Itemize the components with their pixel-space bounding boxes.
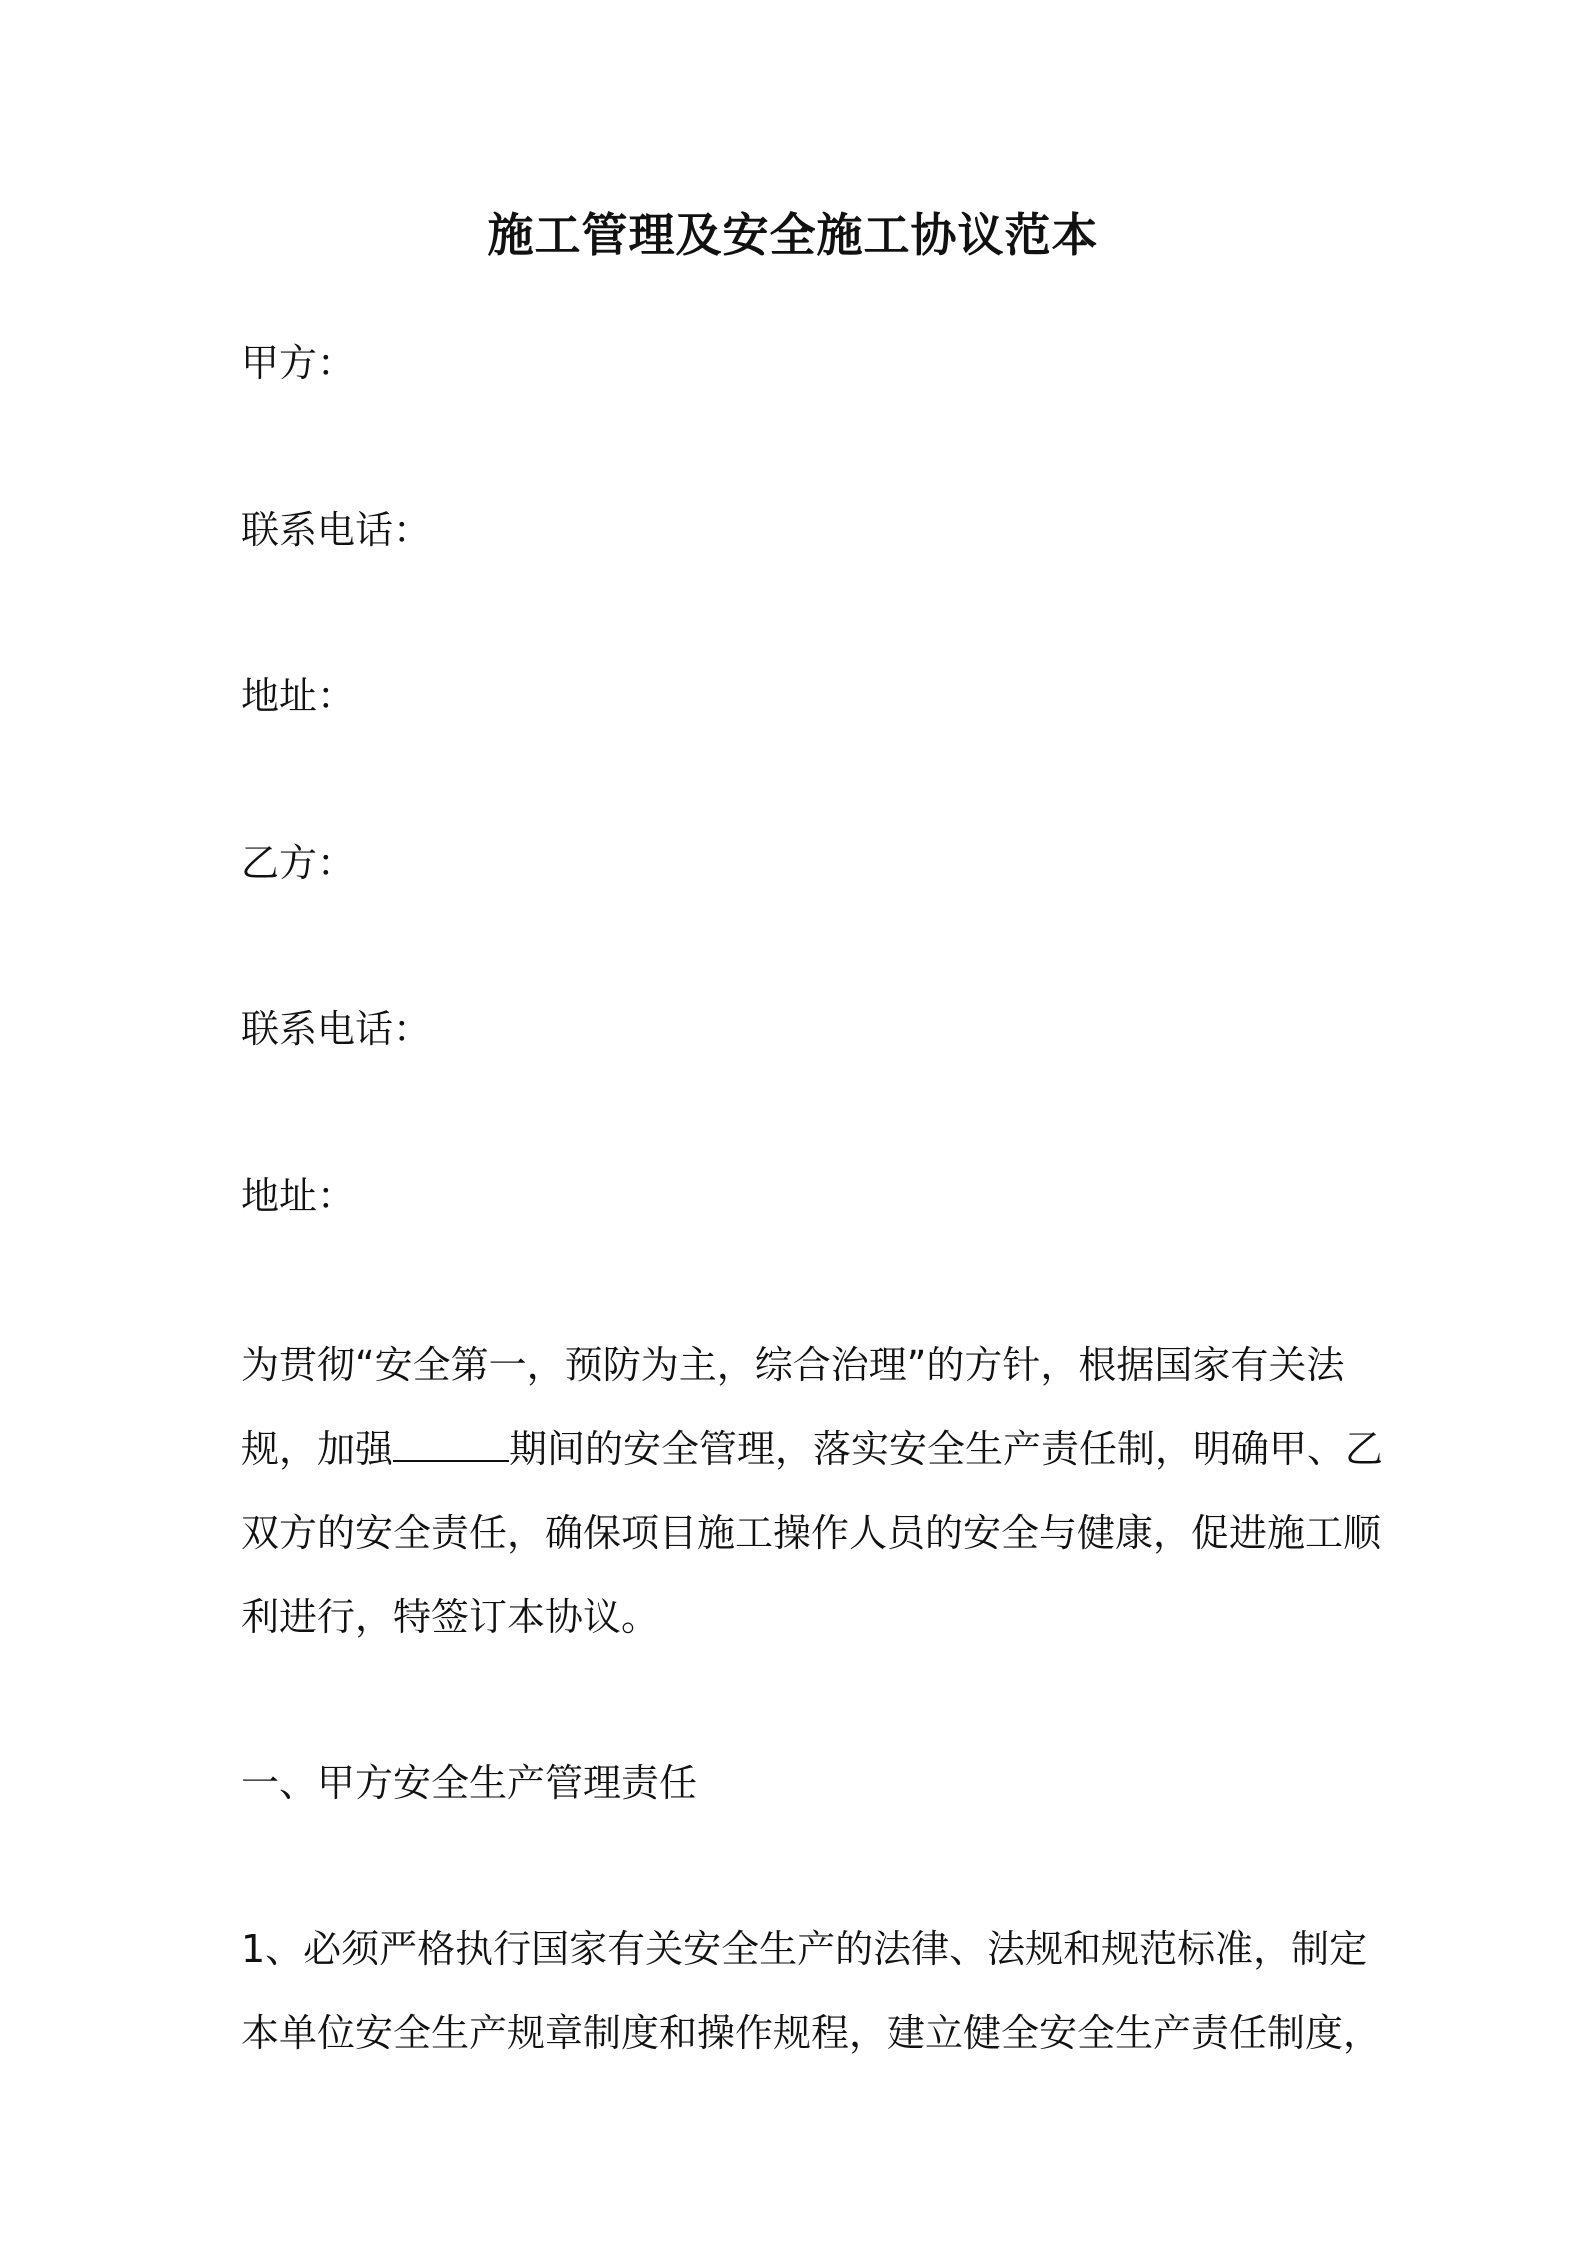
party-b-phone-label: 联系电话：: [241, 1007, 432, 1051]
party-a-address-label: 地址：: [241, 674, 356, 718]
preamble-line-1: 为贯彻“安全第一，预防为主，综合治理”的方针，根据国家有关法: [241, 1343, 1345, 1387]
preamble-line-2-start: 规，加强: [241, 1427, 394, 1471]
party-a-name-label: 甲方：: [241, 341, 356, 385]
item-1-line-2: 本单位安全生产规章制度和操作规程，建立健全安全生产责任制度，: [241, 2011, 1382, 2055]
section-1-item-1: [241, 1907, 1382, 2075]
preamble-line-2-end: 期间的安全管理，落实安全生产责任制，明确甲、乙: [509, 1427, 1384, 1471]
preamble-line-4: 利进行，特签订本协议。: [241, 1595, 660, 1639]
item-1-line-1: 1、必须严格执行国家有关安全生产的法律、法规和规范标准，制定: [241, 1927, 1368, 1971]
party-a-phone-label: 联系电话：: [241, 508, 432, 552]
preamble-line-3: 双方的安全责任，确保项目施工操作人员的安全与健康，促进施工顺: [241, 1511, 1382, 1555]
party-b-name-label: 乙方：: [241, 841, 356, 885]
preamble-paragraph: [241, 1323, 1384, 1659]
document-title: 施工管理及安全施工协议范本: [487, 208, 1099, 262]
party-b-address-label: 地址：: [241, 1174, 356, 1218]
section-1-heading: 一、甲方安全生产管理责任: [241, 1761, 698, 1805]
preamble-line-2: [241, 1407, 1384, 1491]
blank-fill-line: [393, 1424, 509, 1462]
